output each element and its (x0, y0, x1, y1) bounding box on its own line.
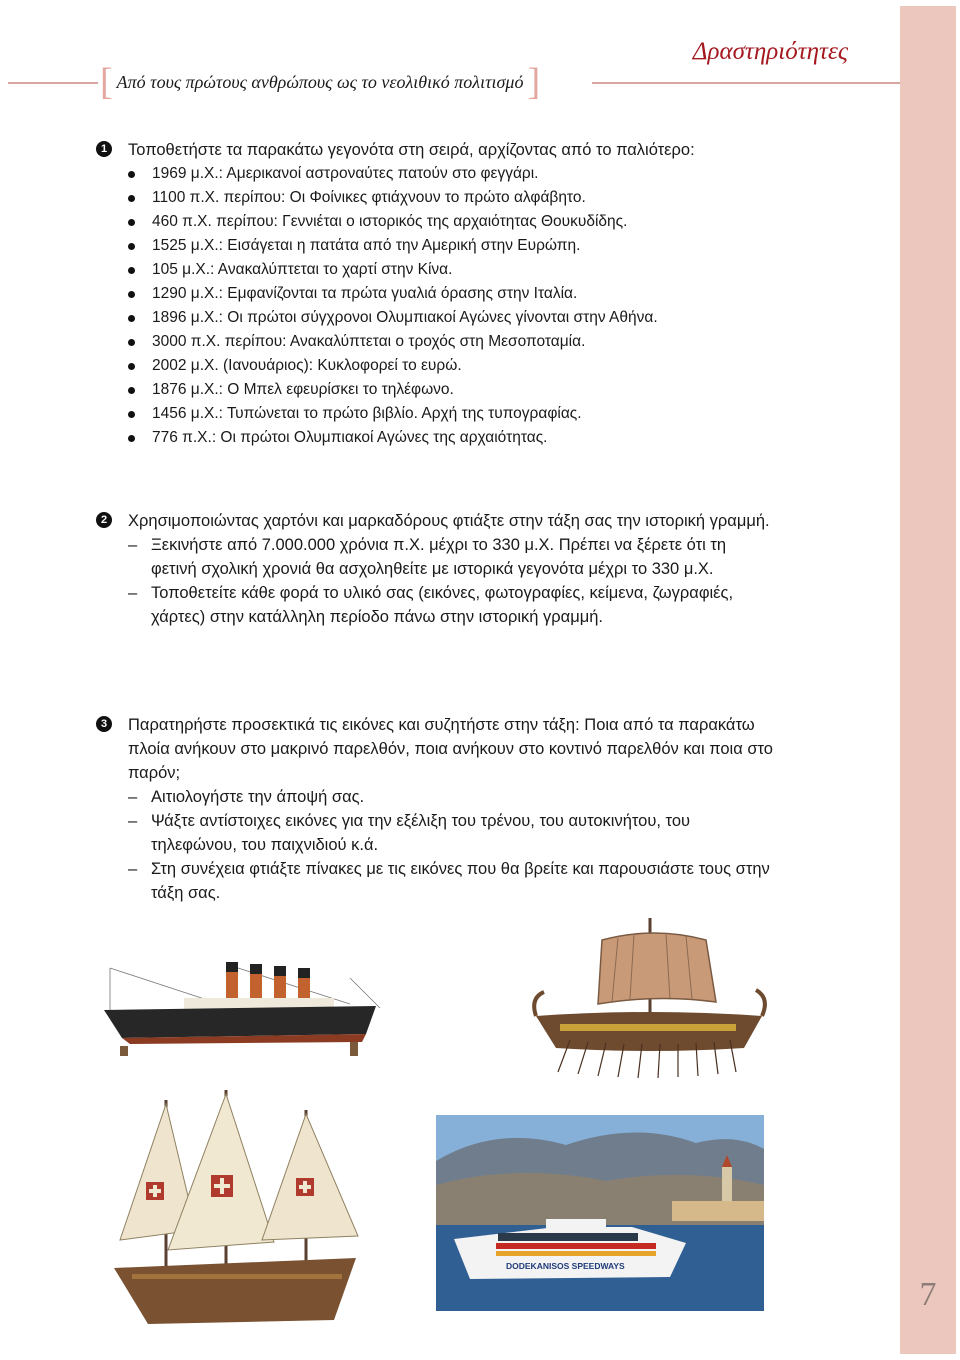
ferry-photo (436, 1115, 764, 1311)
list-item: – Ξεκινήστε από 7.000.000 χρόνια π.Χ. μέχρι το 330 μ.Χ. Πρέπει να ξέρετε ότι τη φετινή σχολική χρονιά θα ασχοληθείτε με ιστορικά γεγονότα μέχρι το 330 μ.Χ. (128, 533, 776, 581)
list-item: – Αιτιολογήστε την άποψή σας. (128, 785, 776, 809)
trireme-image (530, 912, 770, 1082)
event-list (128, 162, 776, 450)
chapter-title-text: Από τους πρώτους ανθρώπους ως το νεολιθικό πολιτισμό (116, 71, 524, 92)
list-item: – Στη συνέχεια φτιάξτε πίνακες με τις εικόνες που θα βρείτε και παρουσιάστε τους στην τάξη σας. (128, 857, 776, 905)
activity-number: 1 (96, 141, 112, 157)
instruction-list (128, 785, 776, 905)
activity-2 (96, 509, 776, 629)
list-item: 1896 μ.Χ.: Οι πρώτοι σύγχρονοι Ολυμπιακοί Αγώνες γίνονται στην Αθήνα. (128, 306, 776, 330)
bracket-close: ] (527, 61, 541, 103)
instruction-list (128, 533, 776, 629)
activity-number: 2 (96, 512, 112, 528)
activity-intro: Τοποθετήστε τα παρακάτω γεγονότα στη σειρά, αρχίζοντας από το παλιότερο: (128, 141, 695, 159)
header-rule-right (592, 82, 900, 84)
ocean-liner-image (100, 938, 390, 1058)
list-item: 1100 π.Χ. περίπου: Οι Φοίνικες φτιάχνουν το πρώτο αλφάβητο. (128, 186, 776, 210)
ferry-hull-text: DODEKANISOS SPEEDWAYS (506, 1261, 625, 1271)
list-item: 1456 μ.Χ.: Τυπώνεται το πρώτο βιβλίο. Αρχή της τυπογραφίας. (128, 402, 776, 426)
list-item: – Τοποθετείτε κάθε φορά το υλικό σας (εικόνες, φωτογραφίες, κείμενα, ζωγραφιές, χάρτες) στην κατάλληλη περίοδο πάνω στην ιστορική γραμμή. (128, 581, 776, 629)
side-strip (900, 6, 956, 1354)
list-item: 1525 μ.Χ.: Εισάγεται η πατάτα από την Αμερική στην Ευρώπη. (128, 234, 776, 258)
list-item: 105 μ.Χ.: Ανακαλύπτεται το χαρτί στην Κίνα. (128, 258, 776, 282)
header-rule-left (8, 82, 98, 84)
activity-3 (96, 713, 776, 905)
activity-1 (96, 138, 776, 450)
list-item: 2002 μ.Χ. (Ιανουάριος): Κυκλοφορεί το ευρώ. (128, 354, 776, 378)
list-item: 1290 μ.Χ.: Εμφανίζονται τα πρώτα γυαλιά όρασης στην Ιταλία. (128, 282, 776, 306)
section-title: Δραστηριότητες (692, 38, 848, 65)
list-item: 1876 μ.Χ.: Ο Μπελ εφευρίσκει το τηλέφωνο. (128, 378, 776, 402)
activity-number: 3 (96, 716, 112, 732)
chapter-title (100, 63, 540, 101)
list-item: 1969 μ.Χ.: Αμερικανοί αστροναύτες πατούν στο φεγγάρι. (128, 162, 776, 186)
list-item: 3000 π.Χ. περίπου: Ανακαλύπτεται ο τροχός στη Μεσοποταμία. (128, 330, 776, 354)
list-item: – Ψάξτε αντίστοιχες εικόνες για την εξέλιξη του τρένου, του αυτοκινήτου, του τηλεφώνου, του παιχνιδιού κ.ά. (128, 809, 776, 857)
page-number: 7 (919, 1276, 937, 1313)
list-item: 460 π.Χ. περίπου: Γεννιέται ο ιστορικός της αρχαιότητας Θουκυδίδης. (128, 210, 776, 234)
activity-intro: Παρατηρήστε προσεκτικά τις εικόνες και συζητήστε στην τάξη: Ποια από τα παρακάτω πλοία ανήκουν στο μακρινό παρελθόν, ποια ανήκουν στο κοντινό παρελθόν και ποια στο παρόν; (128, 716, 773, 782)
bracket-open: [ (100, 61, 113, 103)
activity-intro: Χρησιμοποιώντας χαρτόνι και μαρκαδόρους φτιάξτε στην τάξη σας την ιστορική γραμμή. (128, 512, 770, 530)
caravel-image (96, 1090, 376, 1340)
list-item: 776 π.Χ.: Οι πρώτοι Ολυμπιακοί Αγώνες της αρχαιότητας. (128, 426, 776, 450)
